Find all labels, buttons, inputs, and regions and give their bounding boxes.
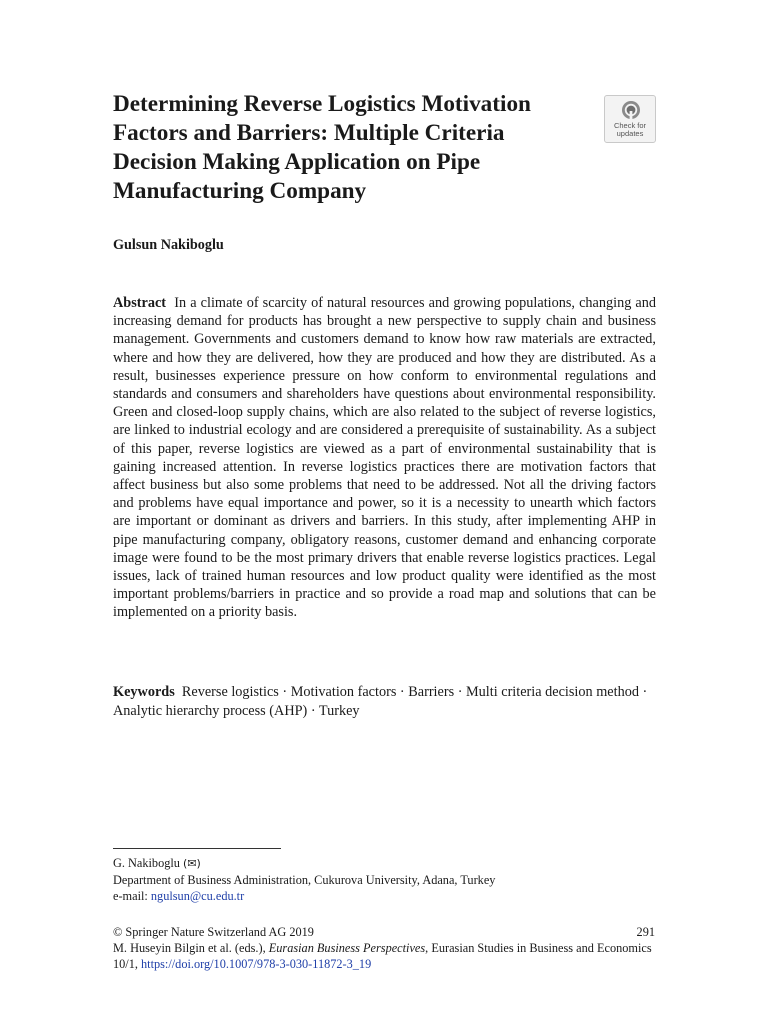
footnote-name: G. Nakiboglu	[113, 856, 180, 870]
author-email-link[interactable]: ngulsun@cu.edu.tr	[150, 889, 245, 904]
envelope-icon: (✉)	[183, 857, 201, 870]
footnote-name-line	[113, 855, 656, 872]
book-title: Eurasian Business Perspectives	[268, 941, 426, 956]
abstract	[113, 294, 656, 622]
paper-title: Determining Reverse Logistics Motivation Factors and Barriers: Multiple Criteria Decision Making Application on Pipe Manufacturing Company	[113, 91, 531, 204]
series-info: , Eurasian Studies in Business and Economics 10/1,	[113, 941, 652, 972]
doi-link[interactable]: https://doi.org/10.1007/978-3-030-11872-3_19	[141, 957, 372, 972]
keywords-text: Reverse logistics · Motivation factors · Barriers · Multi criteria decision method · Analytic hierarchy process (AHP) · Turkey	[113, 684, 648, 719]
author-footnote	[113, 855, 656, 905]
footnote-email-label: e-mail:	[113, 889, 148, 904]
footnote-divider	[113, 848, 281, 849]
citation-line	[113, 940, 656, 972]
crossmark-icon	[621, 100, 641, 120]
page-number: 291	[636, 925, 655, 939]
check-for-updates-label: Check for updates	[613, 121, 647, 138]
author-name: Gulsun Nakiboglu	[113, 237, 224, 253]
footnote-affiliation: Department of Business Administration, Cukurova University, Adana, Turkey	[113, 873, 496, 888]
keywords-label: Keywords	[113, 684, 175, 700]
copyright-line: © Springer Nature Switzerland AG 2019	[113, 925, 314, 939]
abstract-label: Abstract	[113, 295, 167, 311]
abstract-text: In a climate of scarcity of natural resources and growing populations, changing and increasing demand for products has brought a new perspective to supply chain and business management. Governments and customers demand to know how raw materials are extracted, where and how they are delivered, how they are produced and how they are distributed. As a result, businesses experience pressure on how conform to environmental regulations and standards and consumers and shareholders have questions about environmental responsibility. Green and closed-loop supply chains, which are also related to the subject of reverse logistics, are linked to industrial ecology and are considered a prerequisite of sustainability. As a subject of this paper, reverse logistics are viewed as a part of environmental sustainability that is gaining increased attention. In reverse logistics practices there are motivation factors that affect business but also some problems that need to be addressed. Not all the driving factors and problems have equal importance and power, so it is a necessity to unearth which factors are important or dominant as drivers and barriers. In this study, after implementing AHP in pipe manufacturing company, obligatory reasons, customer demand and enhancing corporate image were found to be the most primary drivers that enable reverse logistics practices. Legal issues, lack of trained human resources and low product quality were identified as the most important problems/barriers in practice and so provide a road map and solutions that can be implemented on a priority basis.	[113, 295, 656, 621]
citation-editors: M. Huseyin Bilgin et al. (eds.),	[113, 941, 266, 956]
check-for-updates-badge[interactable]	[604, 95, 656, 143]
footnote-email-line	[113, 888, 656, 904]
keywords	[113, 683, 656, 720]
publication-info	[113, 924, 656, 973]
